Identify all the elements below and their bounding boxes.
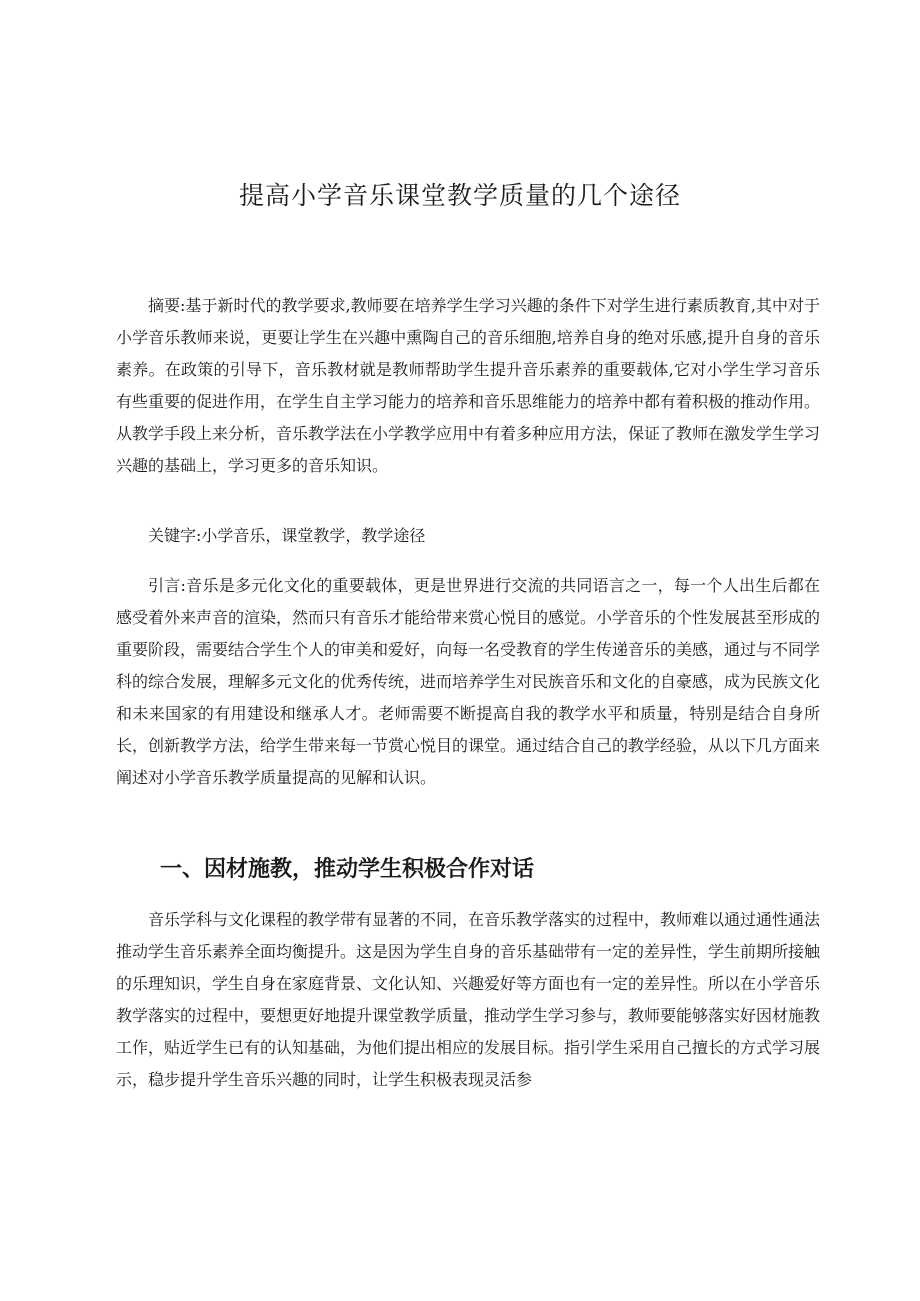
keywords-text: 小学音乐，课堂教学，教学途径 (201, 526, 426, 545)
section-body-paragraph: 音乐学科与文化课程的教学带有显著的不同，在音乐教学落实的过程中，教师难以通过通性通法推动学生音乐素养全面均衡提升。这是因为学生自身的音乐基础带有一定的差异性，学生前期所接触的乐理知识，学生自身在家庭背景、文化认知、兴趣爱好等方面也有一定的差异性。所以在小学音乐教学落实的过程中，要想更好地提升课堂教学质量，推动学生学习参与，教师要能够落实好因材施教工作，贴近学生已有的认知基础，为他们提出相应的发展目标。指引学生采用自己擅长的方式学习展示，稳步提升学生音乐兴趣的同时，让学生积极表现灵活参 (116, 910, 821, 1089)
introduction-text: 音乐是多元化文化的重要载体，更是世界进行交流的共同语言之一，每一个人出生后都在感受着外来声音的渲染，然而只有音乐才能给带来赏心悦目的感觉。小学音乐的个性发展甚至形成的重要阶段，需要结合学生个人的审美和爱好，向每一名受教育的学生传递音乐的美感，通过与不同学科的综合发展，理解多元文化的优秀传统，进而培养学生对民族音乐和文化的自豪感，成为民族文化和未来国家的有用建设和继承人才。老师需要不断提高自我的教学水平和质量，特别是结合自身所长，创新教学方法，给学生带来每一节赏心悦目的课堂。通过结合自己的教学经验，从以下几方面来阐述对小学音乐教学质量提高的见解和认识。 (116, 576, 821, 787)
abstract-label: 摘要: (148, 296, 186, 315)
abstract-text: 基于新时代的教学要求,教师要在培养学生学习兴趣的条件下对学生进行素质教育,其中对于小学音乐教师来说，更要让学生在兴趣中熏陶自己的音乐细胞,培养自身的绝对乐感,提升自身的音乐素养。在政策的引导下，音乐教材就是教师帮助学生提升音乐素养的重要载体,它对小学生学习音乐有些重要的促进作用，在学生自主学习能力的培养和音乐思维能力的培养中都有着积极的推动作用。从教学手段上来分析，音乐教学法在小学教学应用中有着多种应用方法，保证了教师在激发学生学习兴趣的基础上，学习更多的音乐知识。 (116, 296, 821, 475)
introduction-paragraph (116, 570, 820, 794)
introduction-label: 引言: (148, 576, 186, 595)
keywords-label: 关键字: (148, 526, 202, 545)
paper-title: 提高小学音乐课堂教学质量的几个途径 (238, 181, 681, 210)
section-heading: 一、因材施教，推动学生积极合作对话 (160, 857, 535, 882)
abstract-paragraph (116, 290, 820, 482)
keywords-paragraph (116, 520, 820, 552)
